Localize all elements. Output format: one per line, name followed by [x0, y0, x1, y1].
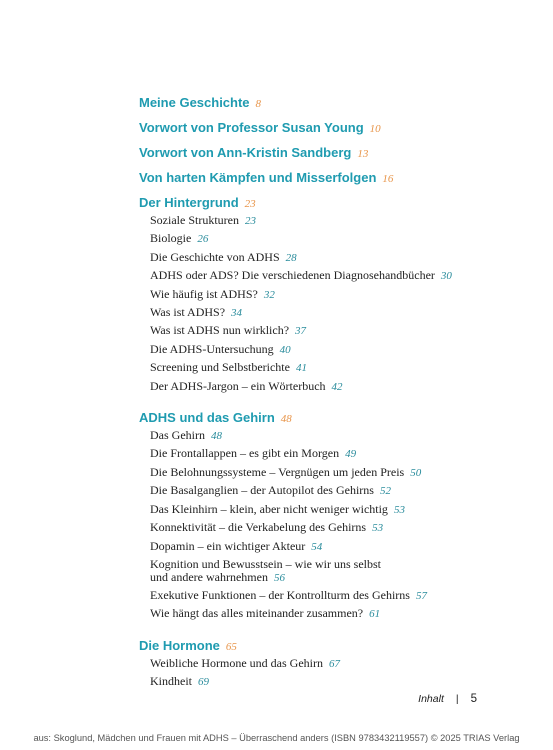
toc-entry-title: Vorwort von Professor Susan Young — [139, 120, 364, 135]
toc-page-number: 13 — [357, 148, 369, 160]
toc-subentry: Die Frontallappen – es gibt ein Morgen 49 — [150, 446, 357, 461]
toc-entry-title: Von harten Kämpfen und Misserfolgen — [139, 170, 377, 185]
toc-page-number: 49 — [345, 448, 357, 461]
toc-page-number: 16 — [382, 173, 394, 185]
toc-page-number: 65 — [225, 640, 237, 653]
toc-page-number: 37 — [295, 325, 307, 338]
toc-subentry: Die Belohnungssysteme – Vergnügen um jeden Preis 50 — [150, 464, 422, 479]
toc-page-number: 28 — [285, 251, 297, 264]
toc-page-number: 41 — [295, 362, 307, 375]
page-number: 5 — [470, 693, 477, 705]
toc-entry — [139, 90, 539, 115]
page-footer — [418, 693, 477, 705]
toc-page-number: 32 — [263, 288, 275, 301]
toc-subentry: Die ADHS-Untersuchung 40 — [150, 341, 291, 356]
toc-entry — [139, 165, 539, 190]
toc-subentry: Weibliche Hormone und das Gehirn 67 — [150, 655, 340, 670]
toc-page-number: 53 — [372, 522, 384, 535]
toc-subentry: Kindheit 69 — [150, 674, 209, 689]
toc-subentry: Das Gehirn 48 — [150, 428, 222, 443]
toc-section-title: Die Hormone — [139, 637, 220, 653]
toc-subentry: Der ADHS-Jargon – ein Wörterbuch 42 — [150, 378, 343, 393]
toc-entry-title: Meine Geschichte — [139, 95, 250, 110]
toc-page-number: 23 — [244, 215, 256, 227]
toc-page-number: 61 — [369, 608, 381, 621]
toc-page-number: 57 — [415, 589, 427, 602]
toc-page-number: 67 — [329, 657, 340, 670]
toc-subentry: Konnektivität – die Verkabelung des Gehirns 53 — [150, 520, 384, 535]
toc-section-title: Der Hintergrund — [139, 195, 239, 210]
toc-page-number: 8 — [255, 98, 262, 110]
footer-separator: | — [455, 693, 459, 705]
toc-subentry: Screening und Selbstberichte 41 — [150, 360, 307, 375]
toc-subentry: Exekutive Funktionen – der Kontrollturm des Gehirns 57 — [150, 587, 427, 602]
toc-entry — [139, 140, 539, 165]
toc-page-number: 54 — [311, 540, 323, 553]
toc-subentry: ADHS oder ADS? Die verschiedenen Diagnosehandbücher 30 — [150, 268, 452, 283]
toc-subentry: Was ist ADHS nun wirklich? 37 — [150, 323, 307, 338]
toc-section-heading — [139, 637, 539, 655]
toc-page-number: 52 — [379, 485, 391, 498]
toc-page-number: 56 — [273, 571, 285, 584]
toc-subentry: Die Geschichte von ADHS 28 — [150, 249, 297, 264]
toc-subentry: Was ist ADHS? 34 — [150, 305, 243, 320]
toc-subentry: Soziale Strukturen 23 — [150, 213, 256, 227]
toc-subentry: Wie häufig ist ADHS? 32 — [150, 286, 275, 301]
toc-page-number: 53 — [393, 503, 405, 516]
toc-page-number: 26 — [197, 233, 209, 246]
toc-page-number: 48 — [210, 430, 222, 443]
toc-subentry: Die Basalganglien – der Autopilot des Gehirns 52 — [150, 483, 391, 498]
copyright-credit: aus: Skoglund, Mädchen und Frauen mit ADHS – Überraschend anders (ISBN 9783432119557) © 2025 TRIAS Verlag — [33, 733, 520, 743]
toc-section-heading — [139, 194, 539, 212]
toc-page-number: 10 — [369, 123, 381, 135]
toc-section-title: ADHS und das Gehirn — [139, 410, 275, 426]
toc-page-number: 40 — [279, 343, 291, 356]
toc-subentry: Dopamin – ein wichtiger Akteur 54 — [150, 538, 323, 553]
table-of-contents — [139, 90, 539, 692]
toc-page-number: 30 — [440, 270, 452, 283]
toc-entry — [139, 115, 539, 140]
footer-label: Inhalt — [418, 693, 444, 705]
toc-subentry: Biologie 26 — [150, 231, 209, 246]
toc-page-number: 23 — [244, 198, 256, 210]
toc-page-number: 48 — [280, 413, 292, 426]
toc-subentry: Wie hängt das alles miteinander zusammen? 61 — [150, 606, 381, 621]
toc-subentry: Kognition und Bewusstsein – wie wir uns selbst und andere wahrnehmen 56 — [150, 556, 381, 584]
toc-section-heading — [139, 409, 539, 427]
toc-page-number: 69 — [198, 676, 209, 689]
toc-page-number: 42 — [331, 380, 343, 393]
toc-page-number: 34 — [231, 307, 243, 320]
toc-page-number: 50 — [410, 466, 422, 479]
toc-entry-title: Vorwort von Ann-Kristin Sandberg — [139, 145, 352, 160]
toc-subentry: Das Kleinhirn – klein, aber nicht weniger wichtig 53 — [150, 501, 405, 516]
